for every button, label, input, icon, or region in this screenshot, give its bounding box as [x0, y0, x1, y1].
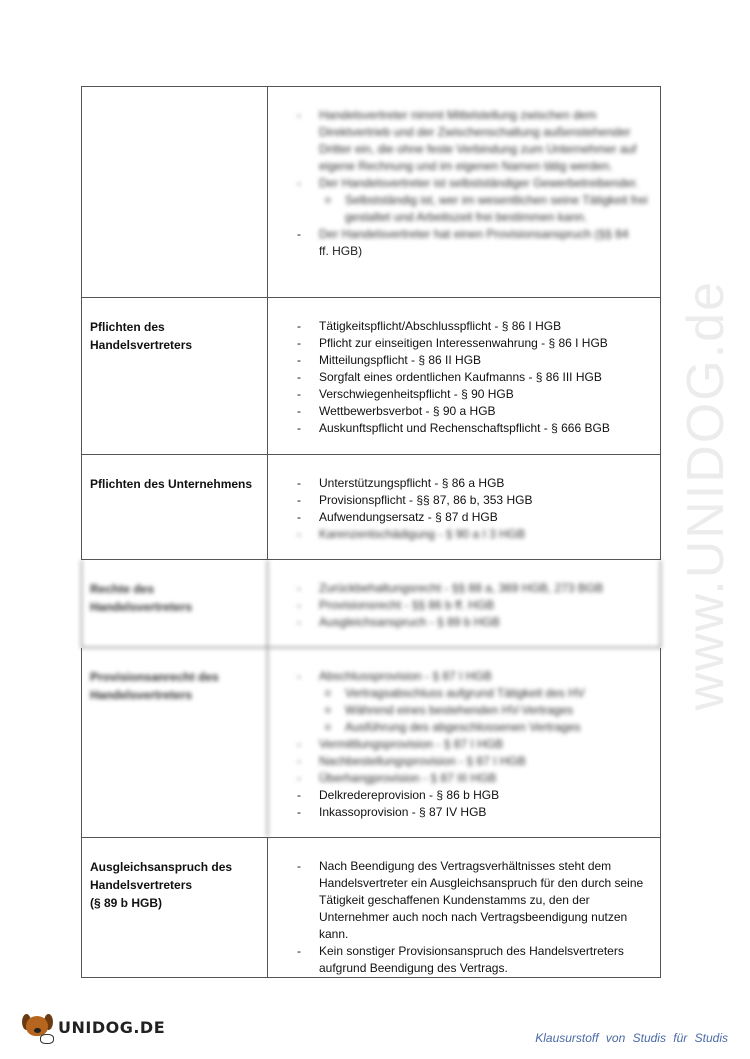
list-item: - Wettbewerbsverbot - § 90 a HGB [295, 403, 650, 420]
row-content [268, 838, 660, 977]
list-item: - Auskunftspflicht und Rechenschaftspflicht - § 666 BGB [295, 420, 650, 437]
list-item: - Sorgfalt eines ordentlichen Kaufmanns - § 86 III HGB [295, 369, 650, 386]
list-item: - Tätigkeitspflicht/Abschlusspflicht - § 86 I HGB [295, 318, 650, 335]
sub-list-item: o Selbstständig ist, wer im wesentlichen seine Tätigkeit frei gestaltet und Arbeitszeit frei bestimmen kann. [325, 192, 650, 226]
list-item: - Aufwendungsersatz - § 87 d HGB [295, 509, 650, 526]
table-row [81, 86, 661, 298]
logo-text: UNIDOG.DE [58, 1017, 166, 1037]
list-item: - Unterstützungspflicht - § 86 a HGB [295, 475, 650, 492]
list-item: - Pflicht zur einseitigen Interessenwahrung - § 86 I HGB [295, 335, 650, 352]
row-label: Pflichten des Unternehmens [82, 455, 268, 559]
row-content [268, 455, 660, 559]
row-label [82, 87, 268, 297]
row-label: Rechte des Handelsvertreters [82, 560, 268, 647]
dog-icon [20, 1010, 54, 1044]
row-label-line: Handelsvertreters [90, 878, 193, 892]
list-item: - Abschlussprovision - § 87 I HGB [295, 668, 650, 685]
sub-list-item: o Ausführung des abgeschlossenen Vertrages [325, 719, 650, 736]
list-item: - Der Handelsvertreter ist selbstständiger Gewerbetreibender. [295, 175, 650, 192]
list-item: - Kein sonstiger Provisionsanspruch des Handelsvertreters aufgrund Beendigung des Vertrags. [295, 943, 650, 977]
table-row [81, 560, 661, 648]
row-label-line: (§ 89 b HGB) [90, 896, 163, 910]
sub-list-item: o Vertragsabschluss aufgrund Tätigkeit des HV [325, 685, 650, 702]
list-item: - Mitteilungspflicht - § 86 II HGB [295, 352, 650, 369]
list-item: - Provisionspflicht - §§ 87, 86 b, 353 HGB [295, 492, 650, 509]
row-content [268, 298, 660, 454]
table-row [81, 648, 661, 838]
list-item: - Zurückbehaltungsrecht - §§ 88 a, 369 HGB, 273 BGB [295, 580, 650, 597]
row-label [82, 838, 268, 977]
list-item-text: Der Handelsvertreter hat einen Provisionsanspruch (§§ 84 [319, 227, 629, 241]
row-content [268, 648, 660, 837]
row-label-line: Ausgleichsanspruch des [90, 860, 233, 874]
row-content [268, 87, 660, 297]
document-table [81, 86, 661, 978]
sub-list-item: o Während eines bestehenden HV-Vertrages [325, 702, 650, 719]
row-label: Pflichten des Handelsvertreters [82, 298, 268, 454]
list-item [295, 226, 650, 260]
list-item: - Inkassoprovision - § 87 IV HGB [295, 804, 650, 821]
list-item: - Delkredereprovision - § 86 b HGB [295, 787, 650, 804]
list-item-tail: ff. HGB) [319, 244, 363, 258]
table-row [81, 298, 661, 455]
list-item: - Karenzentschädigung - § 90 a I 3 HGB [295, 526, 650, 543]
footer-tagline: Klausurstoff von Studis für Studis [535, 1031, 728, 1045]
list-item: - Verschwiegenheitspflicht - § 90 HGB [295, 386, 650, 403]
list-item: - Überhangprovision - § 87 III HGB [295, 770, 650, 787]
list-item: - Vermittlungsprovision - § 87 I HGB [295, 736, 650, 753]
unidog-logo [20, 1010, 165, 1044]
list-item: - Nach Beendigung des Vertragsverhältnisses steht dem Handelsvertreter ein Ausgleichsanspruch für den durch seine Tätigkeit geschaffenen Kundenstamms zu, den der Unternehmer auch noch nach Vertragsbeendigung nutzen kann. [295, 858, 650, 943]
list-item: - Ausgleichsanspruch - § 89 b HGB [295, 614, 650, 631]
list-item: - Provisionsrecht - §§ 86 b ff. HGB [295, 597, 650, 614]
list-item: - Nachbestellungsprovision - § 87 I HGB [295, 753, 650, 770]
list-item: - Handelsvertreter nimmt Mittelstellung zwischen dem Direktvertrieb und der Zwischenschaltung außenstehender Dritter ein, die ohne feste Verbindung zum Unternehmer auf eigene Rechnung und im eigenen Namen tätig werden. [295, 107, 650, 175]
watermark-text: www.UNIDOG.de [677, 280, 735, 711]
row-content [268, 560, 660, 647]
table-row [81, 838, 661, 978]
row-label: Provisionsanrecht des Handelsvertreters [82, 648, 268, 837]
table-row [81, 455, 661, 560]
